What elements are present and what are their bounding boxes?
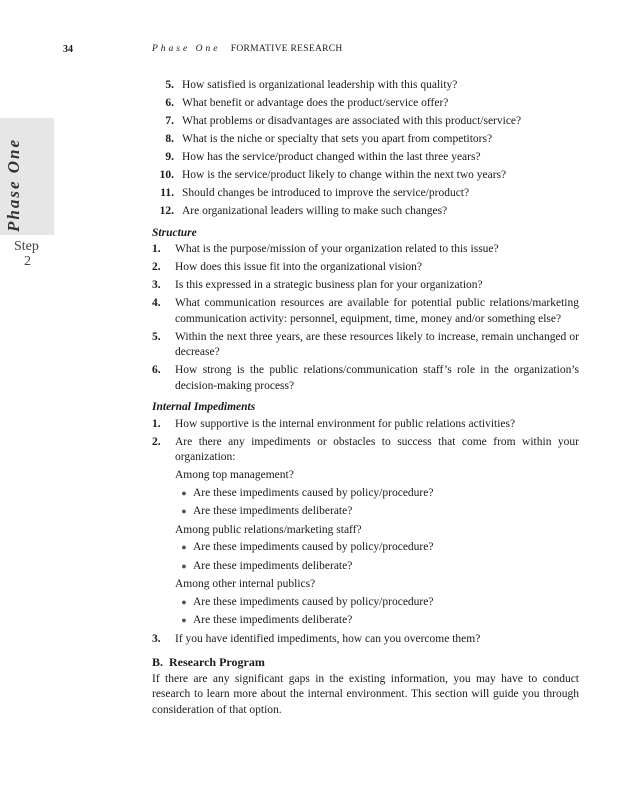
item-text: What benefit or advantage does the product/service offer? — [182, 97, 449, 109]
list-item — [146, 96, 579, 112]
bullet-text: Are these impediments caused by policy/procedure? — [193, 486, 434, 499]
running-head-phase: Phase One — [152, 44, 221, 54]
list-item — [152, 242, 579, 258]
item-number: 3. — [152, 279, 161, 291]
item-text: How is the service/product likely to change within the next two years? — [182, 169, 507, 181]
item-text: How strong is the public relations/communication staff’s role in the organization’s decision-making process? — [175, 364, 579, 392]
bullet-item — [175, 486, 579, 502]
bullet-item — [175, 504, 579, 520]
item-text: Are organizational leaders willing to make such changes? — [182, 205, 448, 217]
list-item — [152, 435, 579, 466]
bullet-item — [175, 540, 579, 556]
structure-list — [152, 242, 579, 394]
list-item — [146, 78, 579, 94]
item-text: What communication resources are available for potential public relations/marketing communication activity: personnel, equipment, time, money and/or something else? — [175, 297, 579, 325]
step-number: 2 — [24, 254, 31, 269]
question-list-continued — [146, 78, 579, 220]
item-number: 3. — [152, 632, 161, 645]
item-text: Within the next three years, are these resources likely to increase, remain unchanged or decrease? — [175, 330, 579, 358]
impediments-list — [152, 417, 579, 648]
internal-impediments-heading: Internal Impediments — [152, 401, 256, 413]
item-text: If you have identified impediments, how can you overcome them? — [175, 632, 481, 645]
bullet-item — [175, 559, 579, 575]
bullet-text: Are these impediments deliberate? — [193, 614, 353, 626]
item-number: 1. — [152, 243, 161, 255]
list-item — [146, 186, 579, 202]
list-item — [152, 260, 579, 276]
bullet-item — [175, 613, 579, 629]
item-number: 7. — [165, 115, 174, 127]
item-number: 11. — [160, 187, 174, 199]
list-item — [152, 417, 579, 433]
item-text: Should changes be introduced to improve the service/product? — [182, 187, 470, 199]
list-item — [152, 632, 579, 648]
list-item — [146, 114, 579, 130]
bullet-icon: ● — [181, 506, 187, 516]
item-number: 6. — [152, 364, 161, 376]
item-number: 12. — [159, 205, 174, 217]
item-number: 2. — [152, 261, 161, 273]
research-program-heading: B. Research Program — [152, 655, 265, 669]
item-text: How supportive is the internal environment for public relations activities? — [175, 417, 516, 430]
list-item — [152, 330, 579, 361]
list-item — [146, 168, 579, 184]
step-label: Step — [14, 239, 39, 254]
running-head-section: FORMATIVE RESEARCH — [230, 44, 343, 54]
item-text: How does this issue fit into the organizational vision? — [175, 261, 423, 273]
item-text: Are there any impediments or obstacles to success that come from within your organization: — [175, 435, 579, 463]
list-item — [152, 278, 579, 294]
item-number: 4. — [152, 297, 161, 309]
side-tab-phase-label: Phase One — [4, 137, 23, 232]
item-number: 5. — [152, 330, 161, 343]
item-number: 8. — [165, 133, 174, 145]
item-text: What problems or disadvantages are associated with this product/service? — [182, 115, 522, 127]
item-number: 2. — [152, 435, 161, 448]
bullet-text: Are these impediments deliberate? — [193, 505, 353, 517]
item-number: 6. — [165, 97, 174, 109]
bullet-text: Are these impediments deliberate? — [193, 559, 353, 572]
list-item — [152, 363, 579, 394]
bullet-icon: ● — [181, 560, 187, 571]
list-item — [146, 204, 579, 220]
running-head — [152, 44, 343, 54]
bullet-icon: ● — [181, 596, 187, 607]
item-number: 1. — [152, 417, 161, 430]
bullet-icon: ● — [181, 487, 187, 498]
list-item — [152, 296, 579, 327]
group-label: Among public relations/marketing staff? — [175, 523, 362, 536]
bullet-item — [175, 595, 579, 611]
bullet-text: Are these impediments caused by policy/procedure? — [193, 595, 434, 608]
item-text: What is the niche or specialty that sets you apart from competitors? — [182, 133, 493, 145]
page-content — [152, 78, 579, 718]
list-item — [146, 150, 579, 166]
research-program-paragraph: If there are any significant gaps in the existing information, you may have to conduct research to learn more about the internal environment. This section will guide you through consideration of that option. — [152, 672, 579, 716]
page-number: 34 — [63, 44, 73, 55]
item-text: Is this expressed in a strategic business plan for your organization? — [175, 279, 483, 291]
item-number: 9. — [165, 151, 174, 163]
item-number: 10. — [159, 169, 174, 181]
group-label: Among other internal publics? — [175, 578, 316, 590]
bullet-icon: ● — [181, 542, 187, 552]
item-text: How satisfied is organizational leadership with this quality? — [182, 79, 458, 91]
bullet-icon: ● — [181, 615, 187, 625]
group-label: Among top management? — [175, 469, 294, 481]
list-item — [146, 132, 579, 148]
bullet-text: Are these impediments caused by policy/procedure? — [193, 541, 434, 553]
item-number: 5. — [165, 79, 174, 91]
item-text: What is the purpose/mission of your organization related to this issue? — [175, 243, 499, 255]
structure-heading: Structure — [152, 226, 197, 239]
item-text: How has the service/product changed within the last three years? — [182, 151, 481, 163]
